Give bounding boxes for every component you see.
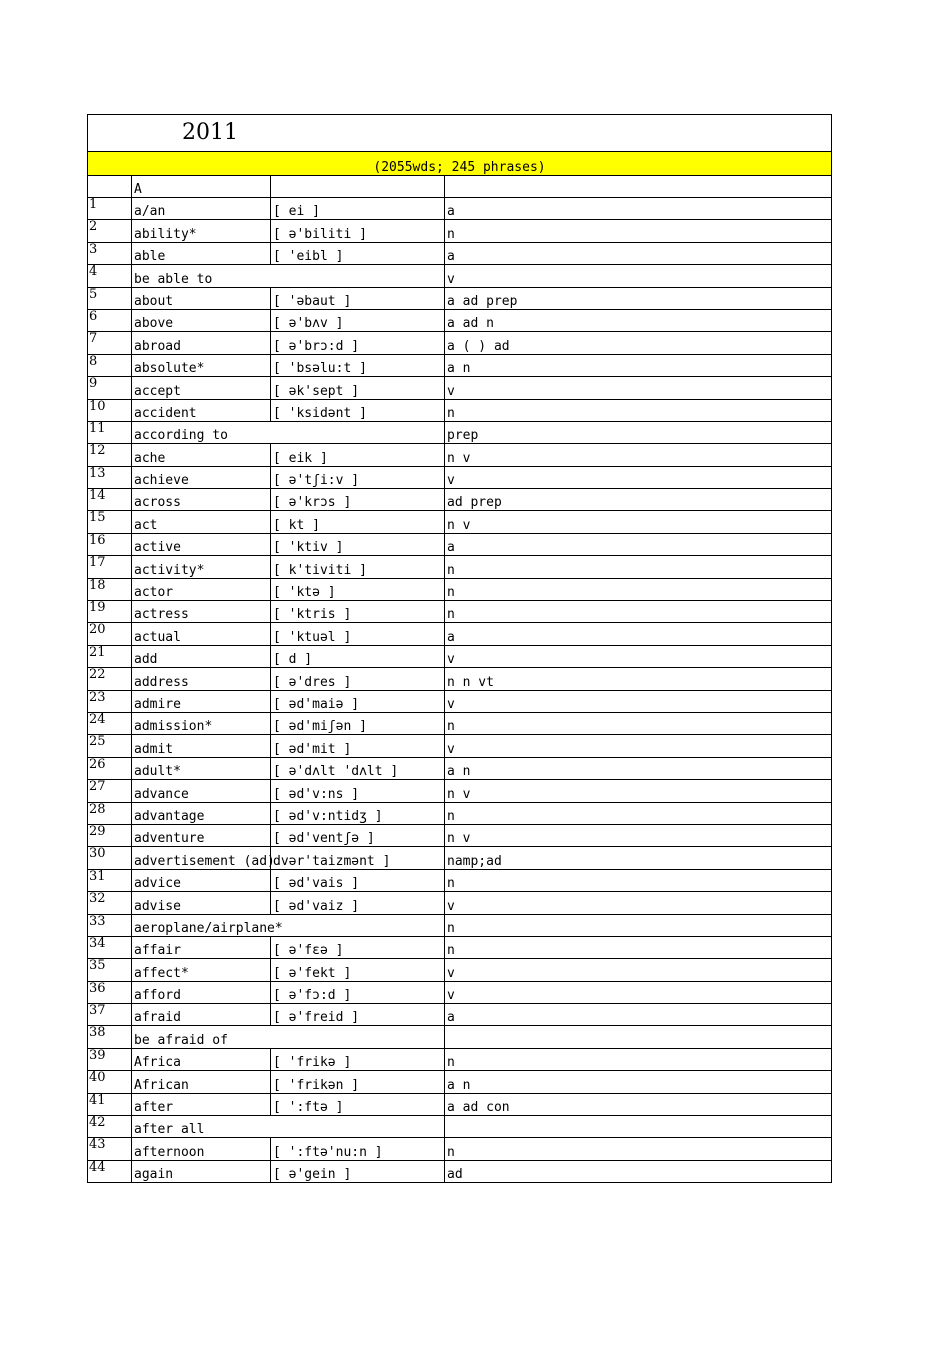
row-number[interactable]: 6	[88, 309, 132, 331]
definition-cell[interactable]: n v	[445, 780, 832, 802]
word-cell[interactable]: Africa	[132, 1048, 271, 1070]
definition-cell[interactable]: n	[445, 936, 832, 958]
phonetic-cell[interactable]: [ ə'biliti ]	[271, 220, 445, 242]
table-row	[88, 533, 832, 555]
row-number[interactable]: 38	[88, 1026, 132, 1048]
definition-cell[interactable]: a ( ) ad	[445, 332, 832, 354]
table-row	[88, 914, 832, 936]
phonetic-cell[interactable]: [ d ]	[271, 645, 445, 667]
phonetic-cell[interactable]: [ ə'dʌlt 'dʌlt ]	[271, 757, 445, 779]
word-cell[interactable]: be able to	[132, 265, 445, 287]
table-row	[88, 1160, 832, 1182]
definition-cell[interactable]	[445, 1026, 832, 1048]
word-cell[interactable]: after	[132, 1093, 271, 1115]
table-row	[88, 309, 832, 331]
table-row	[88, 556, 832, 578]
phonetic-cell[interactable]: [ ə'gein ]	[271, 1160, 445, 1182]
definition-cell[interactable]: ad	[445, 1160, 832, 1182]
phonetic-cell[interactable]: [ eik ]	[271, 444, 445, 466]
word-cell[interactable]: a/an	[132, 198, 271, 220]
word-cell[interactable]: actual	[132, 623, 271, 645]
phonetic-cell[interactable]: [ 'ktris ]	[271, 601, 445, 623]
word-cell[interactable]: about	[132, 287, 271, 309]
row-number[interactable]: 3	[88, 242, 132, 264]
word-cell[interactable]: able	[132, 242, 271, 264]
word-cell[interactable]: African	[132, 1071, 271, 1093]
section-header-row	[88, 176, 832, 198]
phonetic-cell[interactable]: [ ə'freid ]	[271, 1004, 445, 1026]
phonetic-cell[interactable]: [ əd'vaiz ]	[271, 892, 445, 914]
subtitle-row	[88, 152, 832, 176]
phonetic-cell[interactable]: [ ':ftə'nu:n ]	[271, 1138, 445, 1160]
table-row	[88, 601, 832, 623]
row-number[interactable]: 42	[88, 1116, 132, 1138]
word-cell[interactable]: across	[132, 489, 271, 511]
word-cell[interactable]: advertisement (ad)	[132, 847, 271, 869]
definition-cell[interactable]: v	[445, 377, 832, 399]
definition-cell[interactable]: n n vt	[445, 668, 832, 690]
definition-cell[interactable]: n v	[445, 511, 832, 533]
definition-cell[interactable]: a	[445, 242, 832, 264]
definition-cell[interactable]: n v	[445, 444, 832, 466]
row-number[interactable]: 35	[88, 959, 132, 981]
row-number[interactable]: 29	[88, 824, 132, 846]
word-cell[interactable]: admit	[132, 735, 271, 757]
phonetic-cell[interactable]: [ 'ktiv ]	[271, 533, 445, 555]
word-cell[interactable]: admire	[132, 690, 271, 712]
phonetic-cell[interactable]: [ ':ftə ]	[271, 1093, 445, 1115]
phonetic-cell[interactable]: [ 'ktuəl ]	[271, 623, 445, 645]
row-number[interactable]: 32	[88, 892, 132, 914]
definition-cell[interactable]: n	[445, 1138, 832, 1160]
cell-empty[interactable]	[271, 176, 445, 198]
row-number[interactable]: 10	[88, 399, 132, 421]
word-cell[interactable]: affair	[132, 936, 271, 958]
word-cell[interactable]: ache	[132, 444, 271, 466]
phonetic-cell[interactable]: dvər'taizmənt ]	[271, 847, 445, 869]
row-number[interactable]: 23	[88, 690, 132, 712]
phonetic-cell[interactable]: [ 'ksidənt ]	[271, 399, 445, 421]
row-number[interactable]: 5	[88, 287, 132, 309]
phonetic-cell[interactable]: [ ə'bʌv ]	[271, 309, 445, 331]
row-number[interactable]: 40	[88, 1071, 132, 1093]
table-row	[88, 959, 832, 981]
definition-cell[interactable]: v	[445, 892, 832, 914]
phonetic-cell[interactable]: [ ə'fεə ]	[271, 936, 445, 958]
table-row	[88, 220, 832, 242]
word-cell[interactable]: act	[132, 511, 271, 533]
definition-cell[interactable]: n	[445, 578, 832, 600]
word-cell[interactable]: afraid	[132, 1004, 271, 1026]
definition-cell[interactable]: n v	[445, 824, 832, 846]
definition-cell[interactable]: namp;ad	[445, 847, 832, 869]
word-cell[interactable]: actor	[132, 578, 271, 600]
row-number[interactable]: 44	[88, 1160, 132, 1182]
table-row	[88, 892, 832, 914]
word-cell[interactable]: address	[132, 668, 271, 690]
phonetic-cell[interactable]: [ əd'v:ns ]	[271, 780, 445, 802]
table-row	[88, 242, 832, 264]
row-number[interactable]: 9	[88, 377, 132, 399]
phonetic-cell[interactable]: [ əd'mit ]	[271, 735, 445, 757]
row-number[interactable]: 14	[88, 489, 132, 511]
row-number[interactable]: 15	[88, 511, 132, 533]
table-row	[88, 1048, 832, 1070]
definition-cell[interactable]: n	[445, 712, 832, 734]
row-number[interactable]: 25	[88, 735, 132, 757]
definition-cell[interactable]: a	[445, 198, 832, 220]
row-number[interactable]: 34	[88, 936, 132, 958]
table-row	[88, 1004, 832, 1026]
definition-cell[interactable]: v	[445, 959, 832, 981]
definition-cell[interactable]: a n	[445, 354, 832, 376]
row-number[interactable]: 37	[88, 1004, 132, 1026]
word-cell[interactable]: aeroplane/airplane*	[132, 914, 445, 936]
phonetic-cell[interactable]: [ kt ]	[271, 511, 445, 533]
table-row	[88, 354, 832, 376]
table-row	[88, 780, 832, 802]
phonetic-cell[interactable]: [ 'bsəlu:t ]	[271, 354, 445, 376]
word-cell[interactable]: accident	[132, 399, 271, 421]
table-row	[88, 668, 832, 690]
definition-cell[interactable]: n	[445, 220, 832, 242]
row-number[interactable]: 19	[88, 601, 132, 623]
table-row	[88, 265, 832, 287]
table-row	[88, 1138, 832, 1160]
definition-cell[interactable]: n	[445, 802, 832, 824]
table-row	[88, 690, 832, 712]
row-number[interactable]: 7	[88, 332, 132, 354]
table-row	[88, 578, 832, 600]
definition-cell[interactable]	[445, 1116, 832, 1138]
row-number[interactable]: 22	[88, 668, 132, 690]
definition-cell[interactable]: n	[445, 601, 832, 623]
row-number[interactable]: 26	[88, 757, 132, 779]
phonetic-cell[interactable]: [ əd'v:ntidʒ ]	[271, 802, 445, 824]
table-row	[88, 287, 832, 309]
row-number[interactable]: 39	[88, 1048, 132, 1070]
table-row	[88, 981, 832, 1003]
definition-cell[interactable]: a	[445, 1004, 832, 1026]
definition-cell[interactable]: a n	[445, 757, 832, 779]
row-number[interactable]: 20	[88, 623, 132, 645]
row-number[interactable]: 27	[88, 780, 132, 802]
phonetic-cell[interactable]: [ ə'dres ]	[271, 668, 445, 690]
definition-cell[interactable]: a	[445, 623, 832, 645]
phonetic-cell[interactable]: [ ək'sept ]	[271, 377, 445, 399]
definition-cell[interactable]: v	[445, 645, 832, 667]
definition-cell[interactable]: a ad con	[445, 1093, 832, 1115]
word-cell[interactable]: absolute*	[132, 354, 271, 376]
definition-cell[interactable]: n	[445, 914, 832, 936]
table-row	[88, 936, 832, 958]
definition-cell[interactable]: v	[445, 265, 832, 287]
row-number[interactable]: 30	[88, 847, 132, 869]
word-cell[interactable]: actress	[132, 601, 271, 623]
phonetic-cell[interactable]: [ ə'fɔ:d ]	[271, 981, 445, 1003]
phonetic-cell[interactable]: [ əd'maiə ]	[271, 690, 445, 712]
word-cell[interactable]: accept	[132, 377, 271, 399]
row-number[interactable]: 12	[88, 444, 132, 466]
phonetic-cell[interactable]: [ ə'tʃi:v ]	[271, 466, 445, 488]
table-row	[88, 198, 832, 220]
phonetic-cell[interactable]: [ ə'fekt ]	[271, 959, 445, 981]
table-row	[88, 623, 832, 645]
table-row	[88, 466, 832, 488]
row-number[interactable]: 2	[88, 220, 132, 242]
phonetic-cell[interactable]: [ 'frikən ]	[271, 1071, 445, 1093]
phonetic-cell[interactable]: [ əd'ventʃə ]	[271, 824, 445, 846]
phonetic-cell[interactable]: [ 'eibl ]	[271, 242, 445, 264]
sheet-subtitle[interactable]: (2055wds; 245 phrases)	[88, 152, 832, 176]
row-number[interactable]: 31	[88, 869, 132, 891]
phonetic-cell[interactable]: [ ə'krɔs ]	[271, 489, 445, 511]
phonetic-cell[interactable]: [ 'frikə ]	[271, 1048, 445, 1070]
table-row	[88, 332, 832, 354]
phonetic-cell[interactable]: [ 'əbaut ]	[271, 287, 445, 309]
table-row	[88, 1116, 832, 1138]
table-row	[88, 511, 832, 533]
word-cell[interactable]: add	[132, 645, 271, 667]
word-cell[interactable]: advice	[132, 869, 271, 891]
row-number[interactable]: 18	[88, 578, 132, 600]
row-number[interactable]: 11	[88, 421, 132, 443]
table-row	[88, 712, 832, 734]
definition-cell[interactable]: n	[445, 399, 832, 421]
table-row	[88, 757, 832, 779]
row-number[interactable]: 8	[88, 354, 132, 376]
section-letter[interactable]: A	[132, 176, 271, 198]
word-cell[interactable]: above	[132, 309, 271, 331]
table-row	[88, 735, 832, 757]
cell-empty[interactable]	[88, 176, 132, 198]
definition-cell[interactable]: a n	[445, 1071, 832, 1093]
row-number[interactable]: 4	[88, 265, 132, 287]
word-cell[interactable]: adventure	[132, 824, 271, 846]
cell-empty[interactable]	[445, 176, 832, 198]
table-row	[88, 377, 832, 399]
vocabulary-table	[87, 114, 832, 1183]
table-row	[88, 1026, 832, 1048]
row-number[interactable]: 21	[88, 645, 132, 667]
definition-cell[interactable]: ad prep	[445, 489, 832, 511]
word-cell[interactable]: adult*	[132, 757, 271, 779]
phonetic-cell[interactable]: [ ei ]	[271, 198, 445, 220]
phonetic-cell[interactable]: [ əd'vais ]	[271, 869, 445, 891]
row-number[interactable]: 28	[88, 802, 132, 824]
row-number[interactable]: 43	[88, 1138, 132, 1160]
definition-cell[interactable]: a ad n	[445, 309, 832, 331]
table-row	[88, 802, 832, 824]
row-number[interactable]: 24	[88, 712, 132, 734]
definition-cell[interactable]: n	[445, 869, 832, 891]
word-cell[interactable]: abroad	[132, 332, 271, 354]
definition-cell[interactable]: v	[445, 981, 832, 1003]
definition-cell[interactable]: v	[445, 735, 832, 757]
definition-cell[interactable]: v	[445, 690, 832, 712]
definition-cell[interactable]: n	[445, 556, 832, 578]
row-number[interactable]: 1	[88, 198, 132, 220]
table-row	[88, 444, 832, 466]
word-cell[interactable]: ability*	[132, 220, 271, 242]
word-cell[interactable]: advance	[132, 780, 271, 802]
word-cell[interactable]: activity*	[132, 556, 271, 578]
row-number[interactable]: 17	[88, 556, 132, 578]
row-number[interactable]: 16	[88, 533, 132, 555]
row-number[interactable]: 41	[88, 1093, 132, 1115]
row-number[interactable]: 13	[88, 466, 132, 488]
word-cell[interactable]: admission*	[132, 712, 271, 734]
word-cell[interactable]: according to	[132, 421, 445, 443]
phonetic-cell[interactable]: [ k'tiviti ]	[271, 556, 445, 578]
word-cell[interactable]: achieve	[132, 466, 271, 488]
word-cell[interactable]: be afraid of	[132, 1026, 445, 1048]
phonetic-cell[interactable]: [ ə'brɔ:d ]	[271, 332, 445, 354]
phonetic-cell[interactable]: [ əd'miʃən ]	[271, 712, 445, 734]
row-number[interactable]: 33	[88, 914, 132, 936]
definition-cell[interactable]: a	[445, 533, 832, 555]
word-cell[interactable]: affect*	[132, 959, 271, 981]
sheet-title[interactable]: 2011	[88, 115, 832, 152]
table-row	[88, 645, 832, 667]
table-row	[88, 489, 832, 511]
word-cell[interactable]: advise	[132, 892, 271, 914]
word-cell[interactable]: afternoon	[132, 1138, 271, 1160]
definition-cell[interactable]: v	[445, 466, 832, 488]
definition-cell[interactable]: prep	[445, 421, 832, 443]
definition-cell[interactable]: n	[445, 1048, 832, 1070]
row-number[interactable]: 36	[88, 981, 132, 1003]
definition-cell[interactable]: a ad prep	[445, 287, 832, 309]
table-row	[88, 847, 832, 869]
word-cell[interactable]: after all	[132, 1116, 445, 1138]
phonetic-cell[interactable]: [ 'ktə ]	[271, 578, 445, 600]
table-row	[88, 421, 832, 443]
word-cell[interactable]: afford	[132, 981, 271, 1003]
word-cell[interactable]: active	[132, 533, 271, 555]
table-row	[88, 399, 832, 421]
word-cell[interactable]: again	[132, 1160, 271, 1182]
table-row	[88, 1093, 832, 1115]
table-row	[88, 869, 832, 891]
word-cell[interactable]: advantage	[132, 802, 271, 824]
table-row	[88, 1071, 832, 1093]
title-row	[88, 115, 832, 152]
table-row	[88, 824, 832, 846]
